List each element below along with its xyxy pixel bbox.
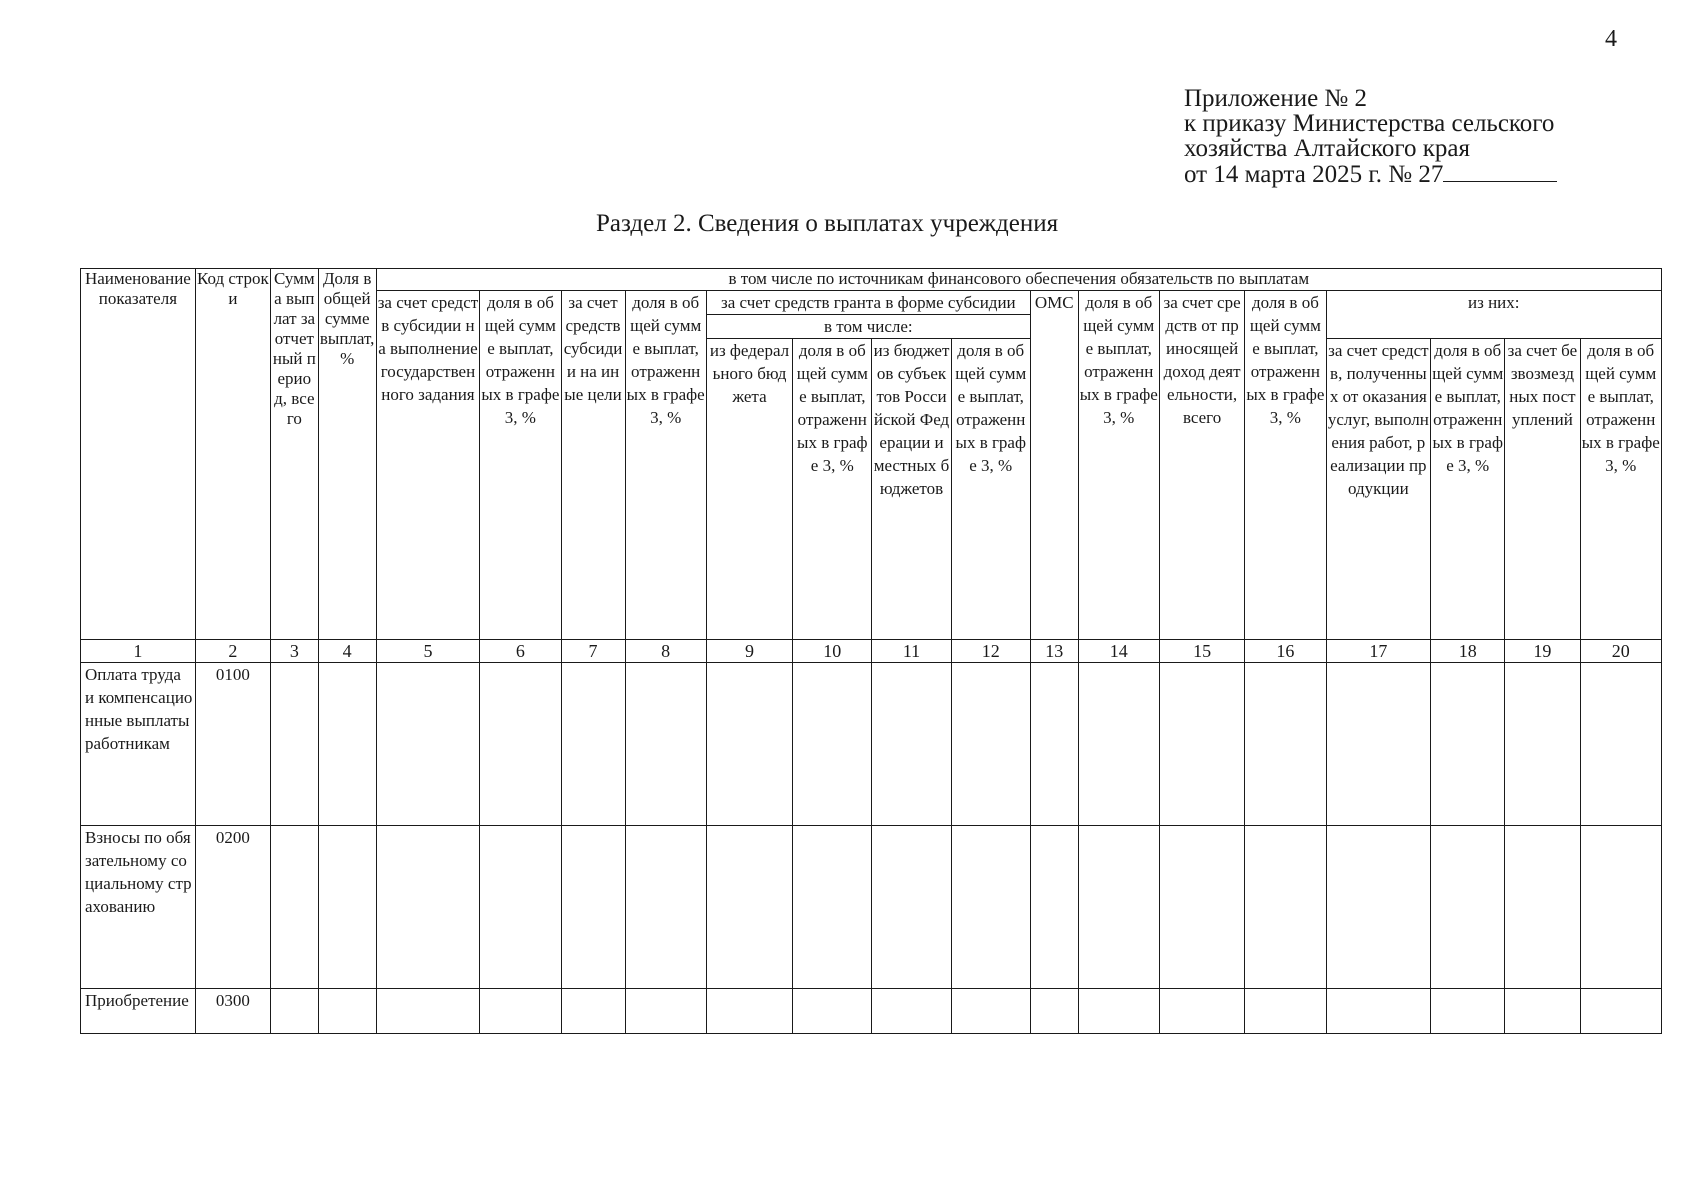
empty-cell (1326, 989, 1431, 1034)
empty-cell (951, 826, 1030, 989)
section-title: Раздел 2. Сведения о выплатах учреждения (596, 210, 1059, 237)
column-number: 17 (1326, 640, 1431, 663)
empty-cell (1580, 989, 1662, 1034)
header-col-13: ОМС (1030, 291, 1078, 640)
empty-cell (318, 663, 376, 826)
empty-cell (561, 663, 625, 826)
row-name: Приобретение (81, 989, 196, 1034)
appendix-line-4 (1184, 161, 1557, 187)
column-number: 11 (872, 640, 951, 663)
signature-blank-line (1443, 161, 1557, 182)
empty-cell (376, 663, 480, 826)
header-col-16: доля в общей сумме выплат, отраженных в графе 3, % (1245, 291, 1326, 640)
header-grant: за счет средств гранта в форме субсидии (706, 291, 1030, 315)
row-code: 0300 (195, 989, 270, 1034)
empty-cell (1245, 826, 1326, 989)
empty-cell (561, 989, 625, 1034)
empty-cell (270, 989, 318, 1034)
empty-cell (625, 663, 706, 826)
column-number: 3 (270, 640, 318, 663)
header-col-15: за счет средств от приносящей доход деятельности, всего (1159, 291, 1244, 640)
header-col-14: доля в общей сумме выплат, отраженных в графе 3, % (1078, 291, 1159, 640)
appendix-date-number: от 14 марта 2025 г. № 27 (1184, 161, 1444, 188)
empty-cell (376, 826, 480, 989)
empty-cell (1326, 663, 1431, 826)
empty-cell (1431, 663, 1505, 826)
empty-cell (951, 663, 1030, 826)
empty-cell (480, 826, 561, 989)
empty-cell (270, 663, 318, 826)
column-numbers-row (81, 640, 1662, 663)
column-number: 1 (81, 640, 196, 663)
empty-cell (318, 826, 376, 989)
empty-cell (1580, 826, 1662, 989)
header-of-them: из них: (1326, 291, 1661, 339)
empty-cell (480, 663, 561, 826)
empty-cell (706, 989, 792, 1034)
column-number: 6 (480, 640, 561, 663)
header-including: в том числе: (706, 315, 1030, 339)
empty-cell (561, 826, 625, 989)
empty-cell (1030, 663, 1078, 826)
row-name: Взносы по обязательному социальному страхованию (81, 826, 196, 989)
empty-cell (1431, 826, 1505, 989)
empty-cell (872, 989, 951, 1034)
empty-cell (1580, 663, 1662, 826)
page-number: 4 (1605, 26, 1617, 52)
column-number: 10 (793, 640, 872, 663)
column-number: 14 (1078, 640, 1159, 663)
empty-cell (1245, 989, 1326, 1034)
row-code: 0200 (195, 826, 270, 989)
empty-cell (1505, 989, 1580, 1034)
empty-cell (1078, 663, 1159, 826)
column-number: 18 (1431, 640, 1505, 663)
header-col-17: за счет средств, полученных от оказания услуг, выполнения работ, реализации продукции (1326, 339, 1431, 640)
appendix-line-2: к приказу Министерства сельского (1184, 110, 1555, 137)
payments-table (80, 268, 1662, 1034)
header-col-10: доля в общей сумме выплат, отраженных в графе 3, % (793, 339, 872, 640)
column-number: 9 (706, 640, 792, 663)
appendix-block (1184, 86, 1557, 187)
empty-cell (376, 989, 480, 1034)
empty-cell (270, 826, 318, 989)
empty-cell (1159, 826, 1244, 989)
header-col-20: доля в общей сумме выплат, отраженных в графе 3, % (1580, 339, 1662, 640)
header-name: Наименование показателя (81, 269, 196, 640)
empty-cell (480, 989, 561, 1034)
header-col-6: доля в общей сумме выплат, отраженных в графе 3, % (480, 291, 561, 640)
column-number: 15 (1159, 640, 1244, 663)
empty-cell (1505, 663, 1580, 826)
empty-cell (706, 663, 792, 826)
column-number: 13 (1030, 640, 1078, 663)
empty-cell (1030, 989, 1078, 1034)
empty-cell (706, 826, 792, 989)
empty-cell (1505, 826, 1580, 989)
row-name: Оплата труда и компенсационные выплаты работникам (81, 663, 196, 826)
header-col-19: за счет безвозмездных поступлений (1505, 339, 1580, 640)
table-row (81, 826, 1662, 989)
column-number: 7 (561, 640, 625, 663)
column-number: 5 (376, 640, 480, 663)
column-number: 2 (195, 640, 270, 663)
empty-cell (625, 826, 706, 989)
column-number: 20 (1580, 640, 1662, 663)
empty-cell (1078, 826, 1159, 989)
empty-cell (1245, 663, 1326, 826)
header-share: Доля в общей сумме выплат, % (318, 269, 376, 640)
empty-cell (872, 826, 951, 989)
empty-cell (625, 989, 706, 1034)
table-row (81, 663, 1662, 826)
column-number: 19 (1505, 640, 1580, 663)
header-col-7: за счет средств субсидии на иные цели (561, 291, 625, 640)
column-number: 12 (951, 640, 1030, 663)
empty-cell (318, 989, 376, 1034)
empty-cell (1431, 989, 1505, 1034)
header-col-18: доля в общей сумме выплат, отраженных в графе 3, % (1431, 339, 1505, 640)
empty-cell (793, 826, 872, 989)
column-number: 4 (318, 640, 376, 663)
empty-cell (951, 989, 1030, 1034)
empty-cell (1159, 989, 1244, 1034)
row-code: 0100 (195, 663, 270, 826)
column-number: 8 (625, 640, 706, 663)
header-sources: в том числе по источникам финансового обеспечения обязательств по выплатам (376, 269, 1661, 291)
header-code: Код строки (195, 269, 270, 640)
appendix-line-1: Приложение № 2 (1184, 85, 1368, 112)
empty-cell (1078, 989, 1159, 1034)
empty-cell (1326, 826, 1431, 989)
table-row (81, 989, 1662, 1034)
empty-cell (793, 663, 872, 826)
empty-cell (1030, 826, 1078, 989)
header-col-5: за счет средств субсидии на выполнение государственного задания (376, 291, 480, 640)
header-col-9: из федерального бюджета (706, 339, 792, 640)
header-col-11: из бюджетов субъектов Российской Федерации и местных бюджетов (872, 339, 951, 640)
empty-cell (1159, 663, 1244, 826)
header-col-8: доля в общей сумме выплат, отраженных в графе 3, % (625, 291, 706, 640)
empty-cell (793, 989, 872, 1034)
column-number: 16 (1245, 640, 1326, 663)
header-col-12: доля в общей сумме выплат, отраженных в графе 3, % (951, 339, 1030, 640)
appendix-line-3: хозяйства Алтайского края (1184, 135, 1470, 162)
header-sum: Сумма выплат за отчетный период, всего (270, 269, 318, 640)
empty-cell (872, 663, 951, 826)
